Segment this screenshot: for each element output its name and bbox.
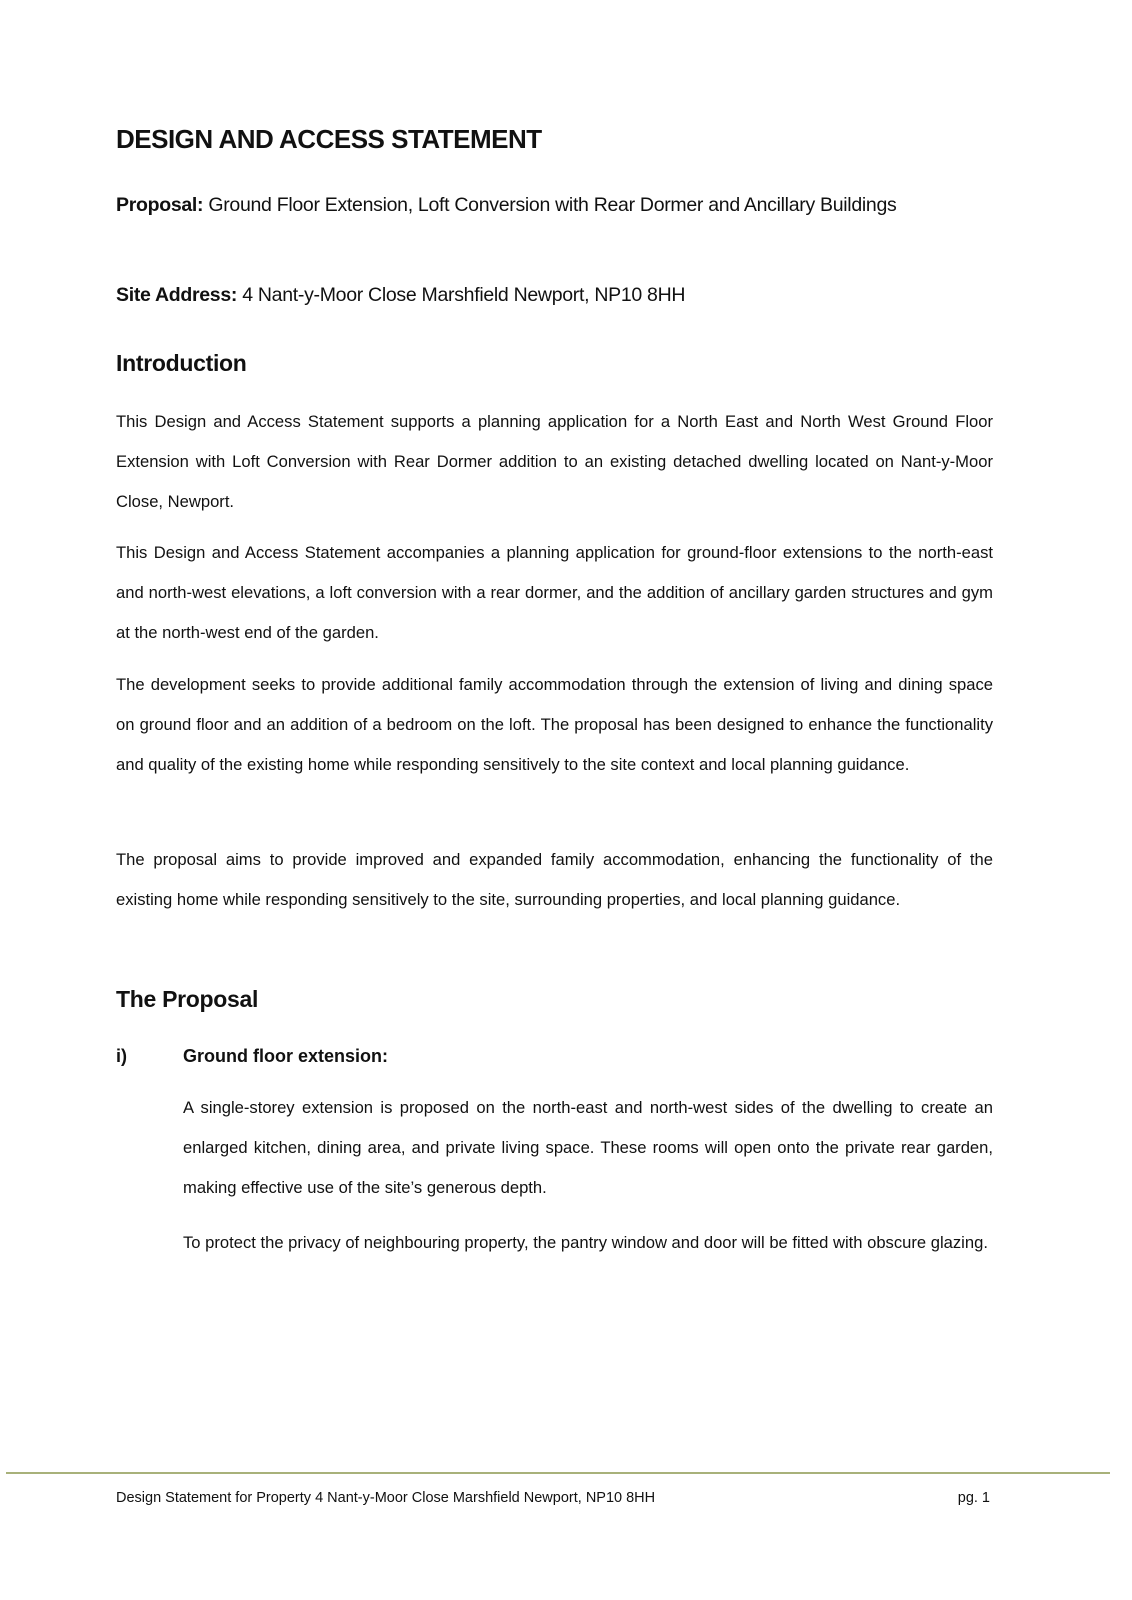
item-paragraph-2: To protect the privacy of neighbouring property, the pantry window and door will be fitted with obscure glazing. [183, 1233, 988, 1252]
item-number: i) [116, 1046, 127, 1066]
site-address-value: 4 Nant-y-Moor Close Marshfield Newport, NP10 8HH [242, 284, 686, 306]
item-paragraph-1: A single-storey extension is proposed on the north-east and north-west sides of the dwelling to create an enlarged kitchen, dining area, and private living space. These rooms will open onto the private rear garden, making effective use of the site’s generous depth. [183, 1098, 993, 1197]
proposal-heading: The Proposal [116, 986, 259, 1012]
document-title: DESIGN AND ACCESS STATEMENT [116, 124, 542, 154]
introduction-heading: Introduction [116, 350, 247, 376]
intro-paragraph-2: This Design and Access Statement accompanies a planning application for ground-floor extensions to the north-east and north-west elevations, a loft conversion with a rear dormer, and the addition of ancillary garden structures and gym at the north-west end of the garden. [116, 543, 993, 642]
proposal-value: Ground Floor Extension, Loft Conversion with Rear Dormer and Ancillary Buildings [208, 194, 897, 216]
proposal-line [116, 183, 993, 227]
item-title: Ground floor extension: [183, 1046, 388, 1066]
site-address-line [116, 273, 993, 317]
site-address-label: Site Address: [116, 284, 238, 306]
intro-paragraph-4: The proposal aims to provide improved and expanded family accommodation, enhancing the functionality of the existing home while responding sensitively to the site, surrounding properties, and local planning guidance. [116, 850, 993, 909]
footer-text: Design Statement for Property 4 Nant-y-Moor Close Marshfield Newport, NP10 8HH [116, 1490, 656, 1506]
footer-divider [6, 1472, 1110, 1474]
page-number: pg. 1 [957, 1490, 990, 1506]
intro-paragraph-1: This Design and Access Statement supports a planning application for a North East and North West Ground Floor Extension with Loft Conversion with Rear Dormer addition to an existing detached dwelling located on Nant-y-Moor Close, Newport. [116, 412, 993, 511]
proposal-label: Proposal: [116, 194, 204, 216]
intro-paragraph-3: The development seeks to provide additional family accommodation through the extension of living and dining space on ground floor and an addition of a bedroom on the loft. The proposal has been designed to enhance the functionality and quality of the existing home while responding sensitively to the site context and local planning guidance. [116, 675, 993, 774]
